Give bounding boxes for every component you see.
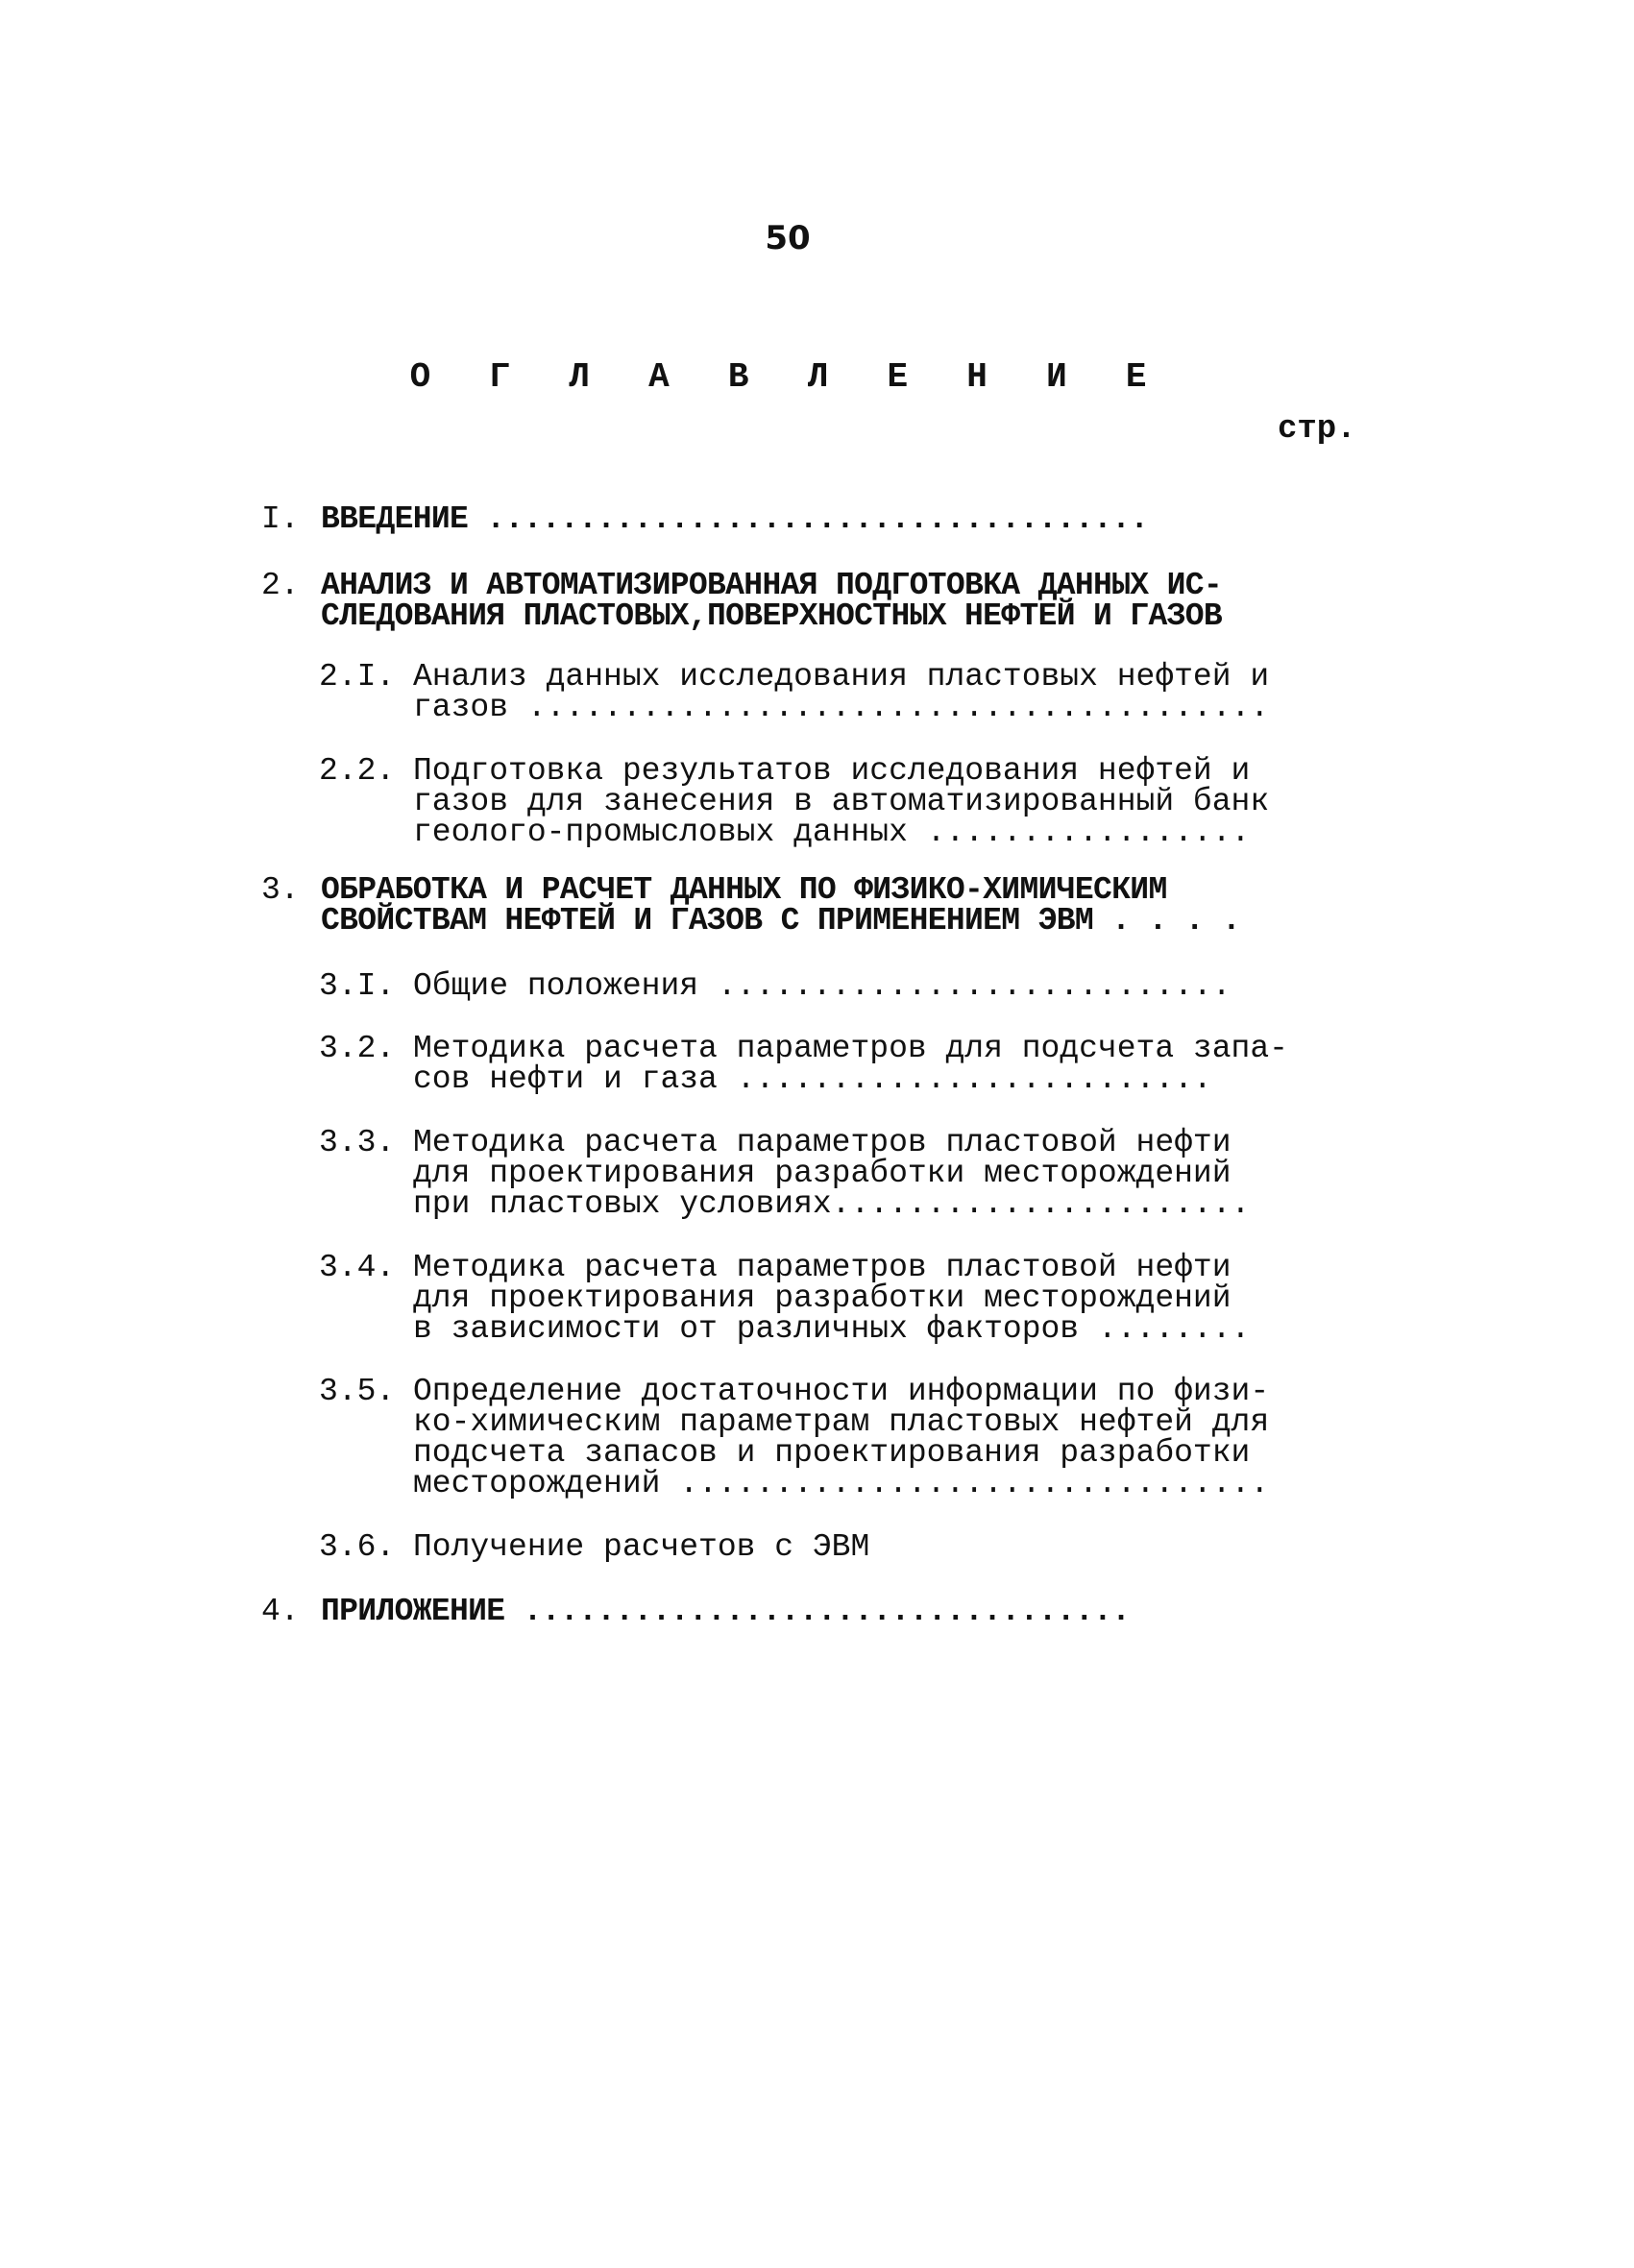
toc-entry-line: Методика расчета параметров пластовой нефти xyxy=(413,1250,1232,1285)
toc-entry-number: 3.4. xyxy=(319,1250,396,1285)
toc-entry-line: геолого-промысловых данных ................. xyxy=(413,815,1251,850)
toc-entry-number: 2. xyxy=(261,568,300,603)
toc-entry-line: АНАЛИЗ И АВТОМАТИЗИРОВАННАЯ ПОДГОТОВКА ДАННЫХ ИС- xyxy=(321,568,1223,603)
toc-entry-number: 3.3. xyxy=(319,1125,396,1160)
toc-entry-number: I. xyxy=(261,501,300,537)
toc-entry-line: СЛЕДОВАНИЯ ПЛАСТОВЫХ,ПОВЕРХНОСТНЫХ НЕФТЕЙ И ГАЗОВ xyxy=(321,598,1223,634)
toc-entry-line: газов ....................................... xyxy=(413,690,1270,725)
page-column-label: стр. xyxy=(1278,411,1356,448)
toc-entry-line: Методика расчета параметров пластовой нефти xyxy=(413,1125,1232,1160)
toc-entry-line: ко-химическим параметрам пластовых нефтей для xyxy=(413,1404,1270,1440)
toc-entry-line: ВВЕДЕНИЕ .................................... xyxy=(321,501,1149,537)
toc-entry-line: для проектирования разработки месторождений xyxy=(413,1156,1232,1191)
toc-entry-line: СВОЙСТВАМ НЕФТЕЙ И ГАЗОВ С ПРИМЕНЕНИЕМ ЭВМ . . . . xyxy=(321,903,1241,939)
toc-entry-line: Подготовка результатов исследования нефтей и xyxy=(413,753,1251,789)
toc-entry-line: месторождений ............................... xyxy=(413,1466,1270,1501)
toc-entry-line: Определение достаточности информации по физи- xyxy=(413,1374,1270,1409)
toc-entry-line: сов нефти и газа ......................... xyxy=(413,1061,1212,1097)
toc-entry-number: 2.2. xyxy=(319,753,396,789)
toc-entry-line: Общие положения ........................... xyxy=(413,968,1232,1004)
toc-entry-number: 3.5. xyxy=(319,1374,396,1409)
toc-entry-number: 2.I. xyxy=(319,659,396,695)
toc-entry-line: ПРИЛОЖЕНИЕ ................................. xyxy=(321,1594,1131,1629)
toc-entry-line: подсчета запасов и проектирования разработки xyxy=(413,1435,1251,1471)
toc-entry-line: ОБРАБОТКА И РАСЧЕТ ДАННЫХ ПО ФИЗИКО-ХИМИЧЕСКИМ xyxy=(321,872,1167,908)
toc-entry-line: газов для занесения в автоматизированный банк xyxy=(413,784,1270,819)
toc-entry-line: для проектирования разработки месторождений xyxy=(413,1280,1232,1316)
toc-entry-line: при пластовых условиях...................... xyxy=(413,1186,1251,1222)
toc-entry-number: 3.I. xyxy=(319,968,396,1004)
toc-entry-line: Анализ данных исследования пластовых нефтей и xyxy=(413,659,1270,695)
toc-entry-number: 3. xyxy=(261,872,300,908)
toc-entry-line: Методика расчета параметров для подсчета запа- xyxy=(413,1031,1288,1066)
page-number: 50 xyxy=(765,219,811,257)
page-title: О Г Л А В Л Е Н И Е xyxy=(409,357,1166,397)
toc-entry-line: Получение расчетов с ЭВМ xyxy=(413,1529,870,1565)
toc-entry-number: 3.2. xyxy=(319,1031,396,1066)
toc-entry-number: 3.6. xyxy=(319,1529,396,1565)
toc-entry-appendix xyxy=(261,1594,1131,1694)
toc-entry-line: в зависимости от различных факторов ........ xyxy=(413,1311,1251,1347)
toc-entry-number: 4. xyxy=(261,1594,300,1629)
